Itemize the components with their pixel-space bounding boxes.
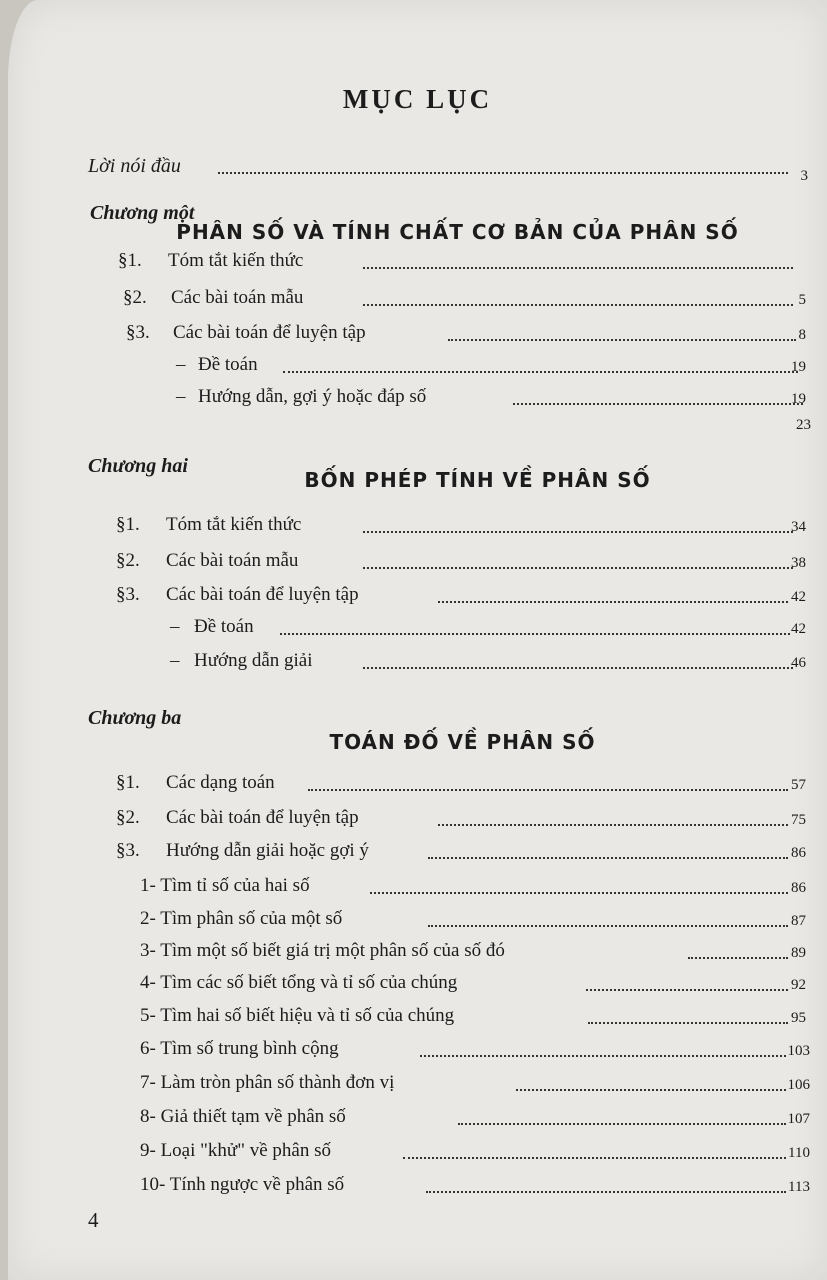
entry-text: Đề toán <box>198 354 258 375</box>
entry-page: 5 <box>798 292 806 308</box>
leader-dots <box>513 403 803 405</box>
entry-text: 10- Tính ngược về phân số <box>140 1174 345 1195</box>
toc-entry <box>8 285 827 311</box>
toc-entry <box>8 248 827 274</box>
entry-text: Đề toán <box>194 616 254 637</box>
entry-page: 19 <box>791 359 806 375</box>
entry-text: 2- Tìm phân số của một số <box>140 908 343 929</box>
toc-entry <box>8 320 827 346</box>
entry-page: 87 <box>791 913 806 929</box>
leader-dots <box>283 371 798 373</box>
preface-label: Lời nói đầu <box>88 155 181 177</box>
entry-page: 57 <box>791 777 806 793</box>
entry-page: 110 <box>788 1145 810 1161</box>
toc-entry <box>8 1172 827 1198</box>
entry-text: 4- Tìm các số biết tổng và tỉ số của chúng <box>140 972 458 993</box>
leader-dots <box>363 267 793 269</box>
section-number: §3. <box>116 840 140 861</box>
leader-dots <box>420 1055 786 1057</box>
section-number: §3. <box>116 584 140 605</box>
leader-dots <box>403 1157 786 1159</box>
section-number: §1. <box>116 772 140 793</box>
toc-entry <box>8 906 827 932</box>
entry-page: 42 <box>791 589 806 605</box>
leader-dots <box>363 304 793 306</box>
entry-page: 113 <box>788 1179 810 1195</box>
dash-marker: – <box>170 650 180 671</box>
page-title: MỤC LỤC <box>342 84 493 114</box>
entry-page: 38 <box>791 555 806 571</box>
leader-dots <box>438 601 788 603</box>
entry-text: 7- Làm tròn phân số thành đơn vị <box>140 1072 395 1093</box>
leader-dots <box>688 957 788 959</box>
preface-page: 3 <box>800 168 808 184</box>
book-page <box>8 0 827 1280</box>
leader-dots <box>280 633 790 635</box>
entry-page: 95 <box>791 1010 806 1026</box>
entry-text: 3- Tìm một số biết giá trị một phân số của số đó <box>140 940 505 961</box>
toc-entry <box>8 770 827 796</box>
entry-text: Các bài toán để luyện tập <box>166 584 359 605</box>
entry-text: Tóm tắt kiến thức <box>166 514 302 535</box>
toc-entry <box>8 548 827 574</box>
chapter-title: TOÁN ĐỐ VỀ PHÂN SỐ <box>329 730 596 754</box>
entry-page: 86 <box>791 880 806 896</box>
section-number: §1. <box>118 250 142 271</box>
leader-dots <box>426 1191 786 1193</box>
leader-dots <box>428 857 788 859</box>
entry-page: 42 <box>791 621 806 637</box>
entry-page: 106 <box>787 1077 810 1093</box>
toc-entry <box>8 648 827 674</box>
entry-page: 8 <box>798 327 806 343</box>
entry-text: 9- Loại "khử" về phân số <box>140 1140 331 1161</box>
entry-page: 86 <box>791 845 806 861</box>
chapter-title: PHÂN SỐ VÀ TÍNH CHẤT CƠ BẢN CỦA PHÂN SỐ <box>176 220 739 244</box>
section-number: §3. <box>126 322 150 343</box>
entry-page: 19 <box>791 391 806 407</box>
toc-entry <box>8 1036 827 1062</box>
leader-dots <box>458 1123 786 1125</box>
entry-text: Hướng dẫn, gợi ý hoặc đáp số <box>198 386 427 407</box>
toc-entry <box>8 352 827 378</box>
toc-entry <box>8 614 827 640</box>
entry-text: 5- Tìm hai số biết hiệu và tỉ số của chúng <box>140 1005 455 1026</box>
entry-text: 6- Tìm số trung bình cộng <box>140 1038 339 1059</box>
leader-dots <box>308 789 788 791</box>
leader-dots <box>428 925 788 927</box>
leader-dots <box>363 531 793 533</box>
toc-entry <box>8 970 827 996</box>
entry-page: 34 <box>791 519 806 535</box>
section-number: §2. <box>123 287 147 308</box>
chapter-title: BỐN PHÉP TÍNH VỀ PHÂN SỐ <box>304 468 651 492</box>
toc-entry <box>8 582 827 608</box>
section-number: §1. <box>116 514 140 535</box>
toc-entry <box>8 938 827 964</box>
dash-marker: – <box>176 386 186 407</box>
leader-dots <box>363 667 793 669</box>
leader-dots <box>363 567 793 569</box>
entry-page: 46 <box>791 655 806 671</box>
chapter-label: Chương một <box>90 202 195 224</box>
chapter-label: Chương hai <box>88 455 188 477</box>
leader-dots <box>588 1022 788 1024</box>
entry-text: Các bài toán mẫu <box>171 287 304 308</box>
dash-marker: – <box>176 354 186 375</box>
dash-marker: – <box>170 616 180 637</box>
entry-page: 23 <box>796 417 811 433</box>
entry-text: Hướng dẫn giải <box>194 650 313 671</box>
entry-text: Hướng dẫn giải hoặc gợi ý <box>166 840 369 861</box>
leader-dots <box>438 824 788 826</box>
toc-entry <box>8 873 827 899</box>
leader-dots <box>586 989 788 991</box>
entry-page: 103 <box>787 1043 810 1059</box>
chapter-label: Chương ba <box>88 707 182 729</box>
entry-text: Các bài toán để luyện tập <box>173 322 366 343</box>
toc-entry <box>8 384 827 410</box>
entry-text: 1- Tìm tỉ số của hai số <box>140 875 310 896</box>
toc-entry <box>8 838 827 864</box>
entry-text: Các bài toán để luyện tập <box>166 807 359 828</box>
entry-text: Tóm tắt kiến thức <box>168 250 304 271</box>
section-number: §2. <box>116 807 140 828</box>
entry-text: Các dạng toán <box>166 772 275 793</box>
toc-entry <box>8 1138 827 1164</box>
leader-dots <box>218 172 788 174</box>
entry-page: 92 <box>791 977 806 993</box>
entry-text: Các bài toán mẫu <box>166 550 299 571</box>
entry-text: 8- Giả thiết tạm về phân số <box>140 1106 346 1127</box>
toc-entry <box>8 1070 827 1096</box>
entry-page: 75 <box>791 812 806 828</box>
entry-page: 89 <box>791 945 806 961</box>
leader-dots <box>448 339 796 341</box>
entry-page: 107 <box>787 1111 810 1127</box>
section-number: §2. <box>116 550 140 571</box>
leader-dots <box>370 892 788 894</box>
toc-entry <box>8 805 827 831</box>
toc-entry <box>8 1104 827 1130</box>
toc-entry <box>8 1003 827 1029</box>
toc-entry <box>8 512 827 538</box>
page-number: 4 <box>88 1208 99 1232</box>
toc-entry <box>8 410 827 436</box>
leader-dots <box>516 1089 786 1091</box>
